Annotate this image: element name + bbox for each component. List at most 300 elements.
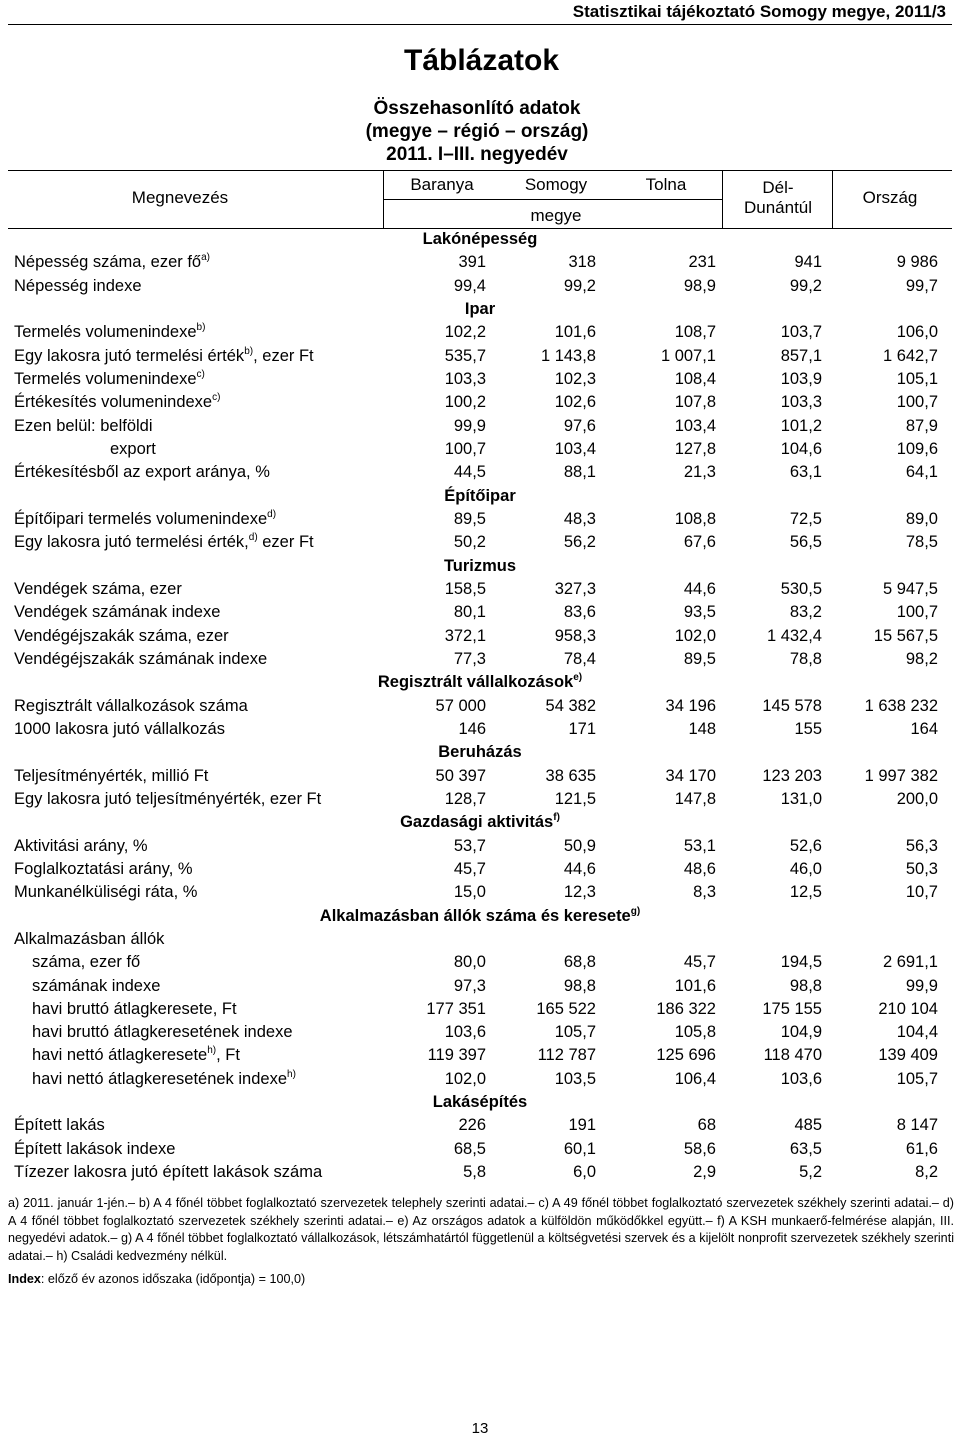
- table-cell: 103,7: [780, 323, 822, 342]
- table-cell: 34 170: [665, 766, 716, 785]
- section-title-text: Lakónépesség: [422, 230, 538, 248]
- table-cell: 99,4: [453, 276, 486, 295]
- table-cell: 80,0: [453, 953, 486, 972]
- table-cell: 99,2: [563, 276, 596, 295]
- table-cell: 89,0: [905, 509, 938, 528]
- table-cell: 958,3: [554, 626, 596, 645]
- row-label-text: havi nettó átlagkeresete: [32, 1046, 208, 1065]
- table-cell: 50,3: [905, 859, 938, 878]
- row-label: [14, 345, 314, 368]
- table-cell: 318: [568, 253, 596, 272]
- section-header-row: [0, 485, 960, 508]
- table-cell: 372,1: [444, 626, 486, 645]
- table-cell: 48,3: [563, 509, 596, 528]
- table-cell: 12,3: [563, 883, 596, 902]
- row-label: [14, 251, 210, 274]
- row-label-text: Értékesítésből az export aránya, %: [14, 463, 270, 482]
- section-header-row: [0, 671, 960, 694]
- index-note-text: : előző év azonos időszaka (időpontja) = 100,0): [40, 1272, 306, 1286]
- row-label-footnote-mark: c): [212, 392, 221, 404]
- section-title-cell: [0, 485, 960, 508]
- col-header-del-dunantul: [730, 178, 826, 218]
- table-cell: 186 322: [656, 999, 716, 1018]
- row-label-text: Munkanélküliségi ráta, %: [14, 883, 198, 902]
- page-number: 13: [471, 1420, 489, 1437]
- table-cell: 100,7: [444, 439, 486, 458]
- table-row: [0, 508, 960, 531]
- table-cell: 165 522: [536, 999, 596, 1018]
- row-label-text: export: [110, 439, 156, 458]
- county-group-rule: [383, 199, 722, 200]
- table-cell: 104,6: [780, 439, 822, 458]
- table-cell: 102,2: [444, 323, 486, 342]
- table-cell: 64,1: [905, 463, 938, 482]
- table-row: [0, 345, 960, 368]
- table-row: [0, 928, 960, 951]
- row-label-text: Vendégek számának indexe: [14, 603, 221, 622]
- row-label-text: Vendégek száma, ezer: [14, 579, 182, 598]
- table-cell: 391: [458, 253, 486, 272]
- table-row: [0, 695, 960, 718]
- table-row: [0, 858, 960, 881]
- table-row: [0, 1161, 960, 1184]
- table-cell: 12,5: [789, 883, 822, 902]
- table-cell: 857,1: [780, 346, 822, 365]
- row-label: [14, 858, 193, 881]
- row-label: [14, 695, 248, 718]
- table-cell: 175 155: [762, 999, 822, 1018]
- row-label: [32, 1068, 296, 1091]
- table-cell: 1 642,7: [882, 346, 938, 365]
- section-title-footnote-mark: f): [553, 812, 560, 824]
- table-cell: 112 787: [537, 1046, 596, 1065]
- table-cell: 45,7: [453, 859, 486, 878]
- table-cell: 78,8: [789, 649, 822, 668]
- table-cell: 123 203: [762, 766, 822, 785]
- section-title-text: Regisztrált vállalkozások: [377, 673, 574, 692]
- table-cell: 146: [458, 719, 486, 738]
- subtitle-line-2: (megye – régió – ország): [365, 121, 589, 142]
- table-cell: 100,2: [444, 393, 486, 412]
- row-label: [14, 928, 164, 951]
- row-label: [14, 835, 148, 858]
- row-label-text: Népesség száma, ezer fő: [14, 253, 202, 272]
- table-row: [0, 881, 960, 904]
- row-label-text: Regisztrált vállalkozások száma: [14, 696, 248, 715]
- table-cell: 89,5: [453, 509, 486, 528]
- table-cell: 102,0: [674, 626, 716, 645]
- table-cell: 226: [458, 1116, 486, 1135]
- table-cell: 21,3: [683, 463, 716, 482]
- table-cell: 171: [568, 719, 596, 738]
- col-header-somogy: Somogy: [524, 175, 588, 194]
- table-row: [0, 1044, 960, 1067]
- table-top-rule: [8, 170, 952, 171]
- table-cell: 108,8: [674, 509, 716, 528]
- table-cell: 1 432,4: [766, 626, 822, 645]
- table-row: [0, 415, 960, 438]
- table-cell: 103,4: [674, 416, 716, 435]
- table-cell: 101,6: [554, 323, 596, 342]
- row-label: [14, 321, 205, 344]
- row-label-text: Foglalkoztatási arány, %: [14, 859, 193, 878]
- table-row: [0, 975, 960, 998]
- section-title-cell: [0, 1091, 960, 1114]
- section-header-row: [0, 905, 960, 928]
- row-label-footnote-mark: d): [248, 532, 258, 544]
- subtitle-line-1: Összehasonlító adatok: [373, 98, 581, 119]
- table-cell: 99,9: [453, 416, 486, 435]
- table-cell: 8 147: [896, 1116, 938, 1135]
- section-header-row: [0, 741, 960, 764]
- table-row: [0, 1114, 960, 1137]
- table-row: [0, 648, 960, 671]
- row-label-text: Egy lakosra jutó teljesítményérték, ezer Ft: [14, 789, 322, 808]
- table-cell: 109,6: [896, 439, 938, 458]
- col-header-tolna: Tolna: [645, 175, 687, 194]
- table-row: [0, 951, 960, 974]
- row-label: [14, 648, 267, 671]
- table-cell: 80,1: [453, 603, 486, 622]
- table-cell: 145 578: [762, 696, 822, 715]
- row-label-text: Építőipari termelés volumenindexe: [14, 509, 268, 528]
- table-cell: 48,6: [683, 859, 716, 878]
- table-cell: 102,0: [444, 1069, 486, 1088]
- table-row: [0, 718, 960, 741]
- row-label-text: Épített lakások indexe: [14, 1139, 176, 1158]
- table-cell: 148: [688, 719, 716, 738]
- table-row: [0, 391, 960, 414]
- table-cell: 50,2: [453, 533, 486, 552]
- row-label: [14, 508, 276, 531]
- row-label: [14, 391, 220, 414]
- table-row: [0, 531, 960, 554]
- table-cell: 83,2: [789, 603, 822, 622]
- row-label: [14, 275, 142, 298]
- table-cell: 177 351: [426, 999, 486, 1018]
- table-row: [0, 788, 960, 811]
- table-row: [0, 835, 960, 858]
- table-row: [0, 625, 960, 648]
- subtitle-line-3: 2011. I–III. negyedév: [386, 144, 568, 165]
- table-cell: 210 104: [878, 999, 938, 1018]
- table-cell: 200,0: [896, 789, 938, 808]
- table-row: [0, 251, 960, 274]
- table-cell: 121,5: [554, 789, 596, 808]
- table-cell: 61,6: [905, 1139, 938, 1158]
- section-header-row: [0, 298, 960, 321]
- col-divider-2: [722, 170, 723, 228]
- table-cell: 158,5: [444, 579, 486, 598]
- section-header-row: [0, 228, 960, 251]
- row-label: [14, 765, 208, 788]
- col-divider-3: [832, 170, 833, 228]
- col-header-del-line-2: Dunántúl: [743, 198, 813, 217]
- row-label: [14, 578, 182, 601]
- table-cell: 46,0: [789, 859, 822, 878]
- footnotes: a) 2011. január 1-jén.– b) A 4 főnél többet foglalkoztató szervezetek telephely szerinti adatai.– c) A 49 főnél többet foglalkoztató szervezetek székhely szerinti adatai.– d) A 4 főnél többet foglalkoztató szervezetek székhely szerinti adatai.– e) Az országos adatok a külföldön működőkkel együtt.– f) A KSH munkaerő-felmérése alapján, III. negyedévi adatok.– g) A 4 főnél többet foglalkoztató vállalkozások, létszámhatártól függetlenül a költségvetési szervek és a kijelölt nonprofit szervezetek székhely szerinti adatai.– h) Családi kedvezmény nélkül.: [8, 1196, 954, 1263]
- table-cell: 105,8: [674, 1023, 716, 1042]
- table-cell: 87,9: [905, 416, 938, 435]
- row-label-footnote-mark: h): [287, 1068, 296, 1080]
- section-title-text: Építőipar: [444, 486, 516, 505]
- row-label-text: Értékesítés volumenindexe: [14, 393, 213, 412]
- row-label-text: Aktivitási arány, %: [14, 836, 148, 855]
- section-title-cell: [0, 555, 960, 578]
- row-label-text: Egy lakosra jutó termelési érték: [14, 346, 245, 365]
- table-cell: 83,6: [563, 603, 596, 622]
- table-cell: 97,3: [453, 976, 486, 995]
- table-cell: 5 947,5: [882, 579, 938, 598]
- table-cell: 34 196: [665, 696, 716, 715]
- table-row: [0, 578, 960, 601]
- table-cell: 103,4: [554, 439, 596, 458]
- row-label: [14, 1114, 105, 1137]
- row-label-suffix: ezer Ft: [257, 533, 314, 552]
- table-row: [0, 321, 960, 344]
- table-cell: 57 000: [435, 696, 486, 715]
- row-label: [32, 1044, 240, 1067]
- table-cell: 44,5: [453, 463, 486, 482]
- section-header-row: [0, 811, 960, 834]
- row-label-text: havi nettó átlagkeresetének indexe: [32, 1069, 288, 1088]
- table-cell: 108,4: [674, 369, 716, 388]
- row-label: [14, 881, 197, 904]
- row-label-text: havi bruttó átlagkeresete, Ft: [32, 999, 237, 1018]
- table-row: [0, 368, 960, 391]
- row-label-suffix: , Ft: [216, 1046, 240, 1065]
- section-title-text: Ipar: [464, 299, 496, 318]
- row-label-text: havi bruttó átlagkeresetének indexe: [32, 1023, 293, 1042]
- table-cell: 530,5: [780, 579, 822, 598]
- table-row: [0, 998, 960, 1021]
- index-note: [8, 1272, 305, 1286]
- row-label-text: Vendégéjszakák számának indexe: [14, 649, 268, 668]
- table-cell: 56,2: [563, 533, 596, 552]
- section-title-footnote-mark: e): [573, 672, 583, 684]
- table-cell: 53,1: [683, 836, 716, 855]
- row-label-footnote-mark: a): [201, 252, 210, 264]
- row-label: [14, 1161, 322, 1184]
- row-label-text: Egy lakosra jutó termelési érték,: [14, 533, 249, 552]
- table-cell: 105,7: [554, 1023, 596, 1042]
- table-row: [0, 765, 960, 788]
- col-header-megye: megye: [530, 206, 582, 225]
- table-row: [0, 275, 960, 298]
- row-label-text: Ezen belül: belföldi: [14, 416, 153, 435]
- table-row: [0, 1068, 960, 1091]
- table-cell: 44,6: [683, 579, 716, 598]
- index-note-label: Index: [8, 1272, 41, 1286]
- table-cell: 1 143,8: [540, 346, 596, 365]
- col-header-baranya: Baranya: [410, 175, 474, 194]
- table-cell: 78,4: [563, 649, 596, 668]
- section-title-text: Gazdasági aktivitás: [400, 813, 554, 832]
- table-cell: 155: [794, 719, 822, 738]
- table-cell: 52,6: [789, 836, 822, 855]
- table-cell: 103,9: [780, 369, 822, 388]
- table-cell: 68,8: [563, 953, 596, 972]
- section-header-row: [0, 1091, 960, 1114]
- table-cell: 191: [568, 1116, 596, 1135]
- table-cell: 108,7: [674, 323, 716, 342]
- table-cell: 125 696: [656, 1046, 716, 1065]
- table-cell: 67,6: [683, 533, 716, 552]
- table-cell: 53,7: [453, 836, 486, 855]
- section-title-text: Beruházás: [438, 743, 522, 762]
- row-label: [14, 1138, 175, 1161]
- table-cell: 45,7: [683, 953, 716, 972]
- table-cell: 72,5: [789, 509, 822, 528]
- table-cell: 99,7: [905, 276, 938, 295]
- section-title-cell: [0, 905, 960, 928]
- table-cell: 89,5: [683, 649, 716, 668]
- table-row: [0, 438, 960, 461]
- col-header-orszag: Ország: [862, 188, 918, 207]
- table-cell: 103,3: [780, 393, 822, 412]
- row-label: [14, 368, 205, 391]
- table-cell: 56,3: [905, 836, 938, 855]
- table-cell: 105,1: [896, 369, 938, 388]
- table-row: [0, 1021, 960, 1044]
- section-title-cell: [0, 228, 960, 251]
- table-cell: 103,5: [554, 1069, 596, 1088]
- row-label-footnote-mark: h): [207, 1045, 217, 1057]
- table-cell: 1 638 232: [864, 696, 938, 715]
- table-cell: 131,0: [780, 789, 822, 808]
- row-label: [14, 415, 153, 438]
- table-cell: 147,8: [674, 789, 716, 808]
- table-cell: 8,3: [693, 883, 716, 902]
- table-cell: 1 007,1: [660, 346, 716, 365]
- table-cell: 327,3: [554, 579, 596, 598]
- table-cell: 60,1: [563, 1139, 596, 1158]
- col-header-del-line-1: Dél-: [762, 178, 794, 197]
- table-cell: 98,8: [563, 976, 596, 995]
- table-cell: 139 409: [878, 1046, 938, 1065]
- row-label-text: Vendégéjszakák száma, ezer: [14, 626, 229, 645]
- row-label: [32, 975, 160, 998]
- table-cell: 128,7: [444, 789, 486, 808]
- row-label: [32, 951, 140, 974]
- table-cell: 194,5: [780, 953, 822, 972]
- row-label-suffix: , ezer Ft: [253, 346, 314, 365]
- table-cell: 88,1: [563, 463, 596, 482]
- table-cell: 56,5: [789, 533, 822, 552]
- table-cell: 97,6: [563, 416, 596, 435]
- row-label: [14, 718, 225, 741]
- table-cell: 127,8: [674, 439, 716, 458]
- table-cell: 106,4: [674, 1069, 716, 1088]
- section-title-text: Alkalmazásban állók száma és keresete: [319, 906, 631, 925]
- table-cell: 63,5: [789, 1139, 822, 1158]
- data-table: [0, 228, 960, 1184]
- table-cell: 98,9: [683, 276, 716, 295]
- table-cell: 2 691,1: [882, 953, 938, 972]
- table-cell: 38 635: [545, 766, 596, 785]
- row-label-text: Termelés volumenindexe: [14, 369, 197, 388]
- section-header-row: [0, 555, 960, 578]
- table-cell: 5,2: [799, 1163, 822, 1182]
- row-label-text: Teljesítményérték, millió Ft: [14, 766, 209, 785]
- table-cell: 104,9: [780, 1023, 822, 1042]
- table-cell: 164: [910, 719, 938, 738]
- table-cell: 93,5: [683, 603, 716, 622]
- table-cell: 5,8: [463, 1163, 486, 1182]
- table-cell: 54 382: [545, 696, 596, 715]
- table-cell: 15 567,5: [873, 626, 938, 645]
- row-label-text: számának indexe: [32, 976, 161, 995]
- table-row: [0, 461, 960, 484]
- row-label-footnote-mark: d): [267, 508, 277, 520]
- table-cell: 103,3: [444, 369, 486, 388]
- row-label-text: Népesség indexe: [14, 276, 142, 295]
- table-cell: 15,0: [453, 883, 486, 902]
- table-cell: 99,2: [789, 276, 822, 295]
- table-cell: 68,5: [453, 1139, 486, 1158]
- table-cell: 68: [697, 1116, 716, 1135]
- table-cell: 535,7: [444, 346, 486, 365]
- table-cell: 1 997 382: [864, 766, 938, 785]
- table-cell: 6,0: [573, 1163, 596, 1182]
- row-label-text: Alkalmazásban állók: [14, 929, 165, 948]
- row-label-footnote-mark: b): [196, 322, 206, 334]
- row-label: [14, 601, 220, 624]
- table-cell: 103,6: [780, 1069, 822, 1088]
- table-cell: 50,9: [563, 836, 596, 855]
- table-cell: 50 397: [435, 766, 486, 785]
- table-cell: 58,6: [683, 1139, 716, 1158]
- table-cell: 104,4: [896, 1023, 938, 1042]
- table-cell: 100,7: [896, 603, 938, 622]
- table-row: [0, 601, 960, 624]
- table-cell: 78,5: [905, 533, 938, 552]
- table-cell: 63,1: [789, 463, 822, 482]
- section-title-cell: [0, 671, 960, 694]
- row-label-text: Épített lakás: [14, 1116, 105, 1135]
- table-cell: 941: [794, 253, 822, 272]
- table-cell: 119 397: [427, 1046, 486, 1065]
- table-cell: 77,3: [453, 649, 486, 668]
- row-label-text: Tízezer lakosra jutó épített lakások száma: [14, 1163, 323, 1182]
- row-label: [32, 998, 237, 1021]
- table-cell: 101,2: [780, 416, 822, 435]
- table-cell: 8,2: [915, 1163, 938, 1182]
- running-header: Statisztikai tájékoztató Somogy megye, 2011/3: [572, 2, 946, 21]
- section-title-text: Lakásépítés: [432, 1093, 528, 1112]
- table-cell: 107,8: [674, 393, 716, 412]
- row-label-text: Termelés volumenindexe: [14, 323, 197, 342]
- section-title: Táblázatok: [404, 44, 560, 77]
- section-title-text: Turizmus: [443, 556, 517, 575]
- row-label: [14, 531, 314, 554]
- table-cell: 105,7: [896, 1069, 938, 1088]
- table-cell: 98,2: [905, 649, 938, 668]
- table-cell: 118 470: [763, 1046, 822, 1065]
- section-title-cell: [0, 298, 960, 321]
- row-label: [32, 1021, 293, 1044]
- table-cell: 9 986: [896, 253, 938, 272]
- row-label-text: 1000 lakosra jutó vállalkozás: [14, 719, 225, 738]
- section-title-footnote-mark: g): [630, 905, 641, 917]
- table-cell: 44,6: [563, 859, 596, 878]
- table-cell: 99,9: [905, 976, 938, 995]
- row-label-footnote-mark: b): [244, 345, 254, 357]
- table-cell: 10,7: [905, 883, 938, 902]
- section-title-cell: [0, 741, 960, 764]
- table-cell: 102,3: [554, 369, 596, 388]
- col-header-megnevezes: Megnevezés: [131, 188, 229, 207]
